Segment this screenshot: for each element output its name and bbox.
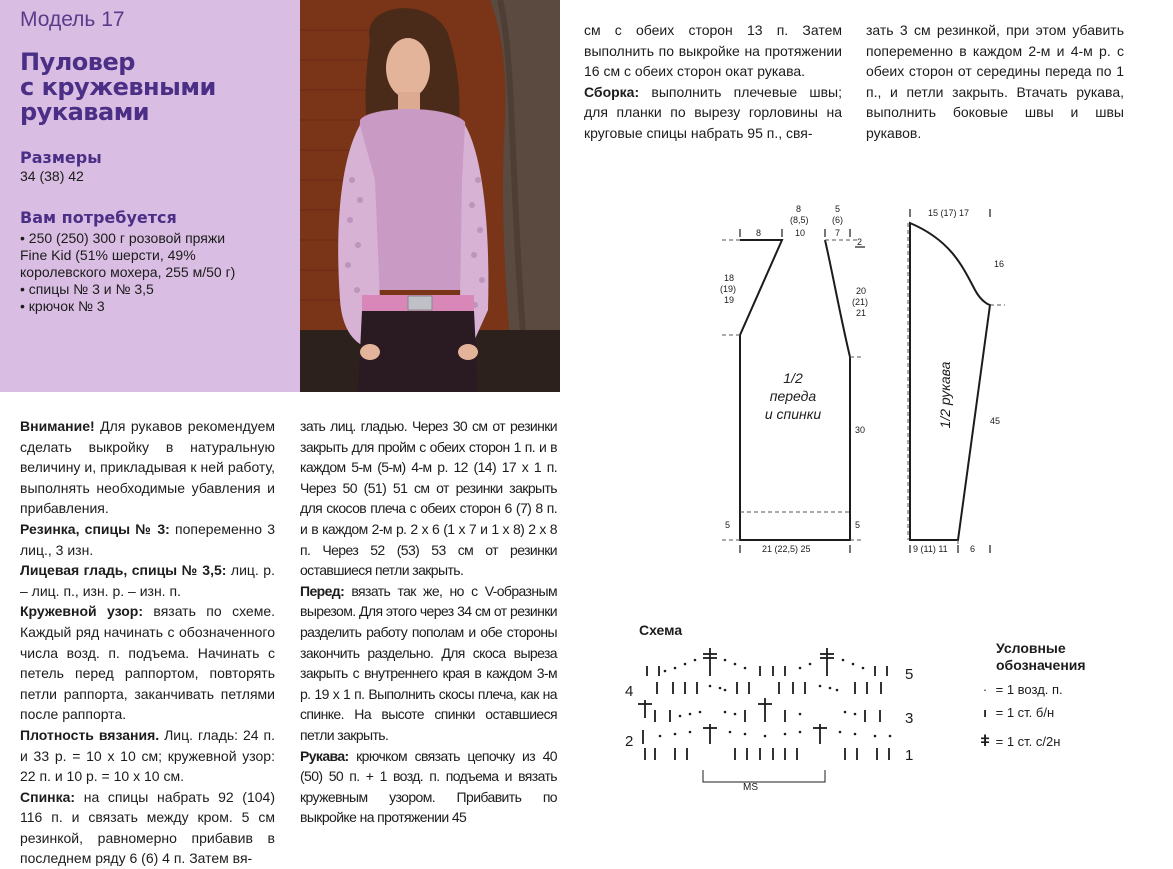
dim-neck-3: 10	[795, 228, 806, 238]
sleeve-top: 15 (17) 17	[928, 208, 970, 218]
dim-5-right: 5	[855, 520, 861, 530]
legend-item-chain: · = 1 возд. п.	[978, 682, 1158, 698]
dim-arm-2: (21)	[852, 297, 869, 307]
page-title: Пуловер с кружевными рукавами	[20, 48, 216, 126]
text-column-1: Внимание! Для рукавов рекомендуем сделать выкройку в натуральную величину и, прикладывая к ней работу, выполнять необходимые убавления и прибавления. Резинка, спицы № 3: попеременно 3 лиц., 3 изн. Лицевая гладь, спицы № 3,5: лиц. р. – лиц. п., изн. р. – изн. п. Кружевной узор: вязать по схеме. Каждый ряд начинать с обозначенного числа возд. п. подъема. Начинать с петель перед раппортом, повторять петли раппорта, заканчивать петлями после раппорта. Плотность вязания. Лиц. гладь: 24 п. и 33 р. = 10 х 10 см; кружевной узор: 22 п. и 10 р. = 10 х 10 см. Спинка: на спицы набрать 92 (104) 116 п. и связать между кром. 5 см резинкой, равномерно прибавив в последнем ряду 6 (6) 4 п. Затем вя-	[20, 418, 276, 867]
scheme-row-3: 3	[905, 710, 914, 727]
scheme-ms: MS	[743, 782, 758, 793]
materials-item: • спицы № 3 и № 3,5	[20, 281, 154, 297]
dim-30: 30	[855, 425, 866, 435]
chain-dot-icon: ·	[982, 682, 988, 697]
legend-item-dc: ǂ = 1 ст. с/2н	[978, 734, 1158, 750]
scheme-chain-dots	[659, 659, 892, 738]
dim-arm-3: 21	[856, 308, 867, 318]
dim-5-left: 5	[725, 520, 731, 530]
crochet-scheme	[615, 618, 935, 793]
scheme-row-1: 1	[905, 747, 914, 764]
model-photo-illustration	[300, 0, 560, 392]
double-crochet-icon: ǂ	[980, 733, 990, 750]
dim-left-1: 18	[724, 273, 735, 283]
sleeve-16: 16	[994, 259, 1005, 269]
scheme-row-2: 2	[625, 733, 634, 750]
sleeve-bottom: 9 (11) 11	[913, 544, 948, 554]
dim-shoulder-3: 7	[835, 228, 841, 238]
sleeve-45: 45	[990, 416, 1001, 426]
text-column-4: зать 3 см резинкой, при этом убавить попеременно в каждом 2-м и 4-м р. с обеих сторон от середины переда по 1 п., и петли закрыть. Втачать рукава, выполнить боковые швы и швы рукавов.	[866, 22, 1124, 141]
materials-heading: Вам потребуется	[20, 208, 177, 227]
materials-item: Fine Kid (51% шерсти, 49%	[20, 247, 196, 263]
scheme-row-4: 4	[625, 683, 634, 700]
sleeve-6: 6	[970, 544, 976, 554]
dim-bottom: 21 (22,5) 25	[762, 544, 811, 554]
body-label-3: и спинки	[764, 406, 822, 422]
sizes-heading: Размеры	[20, 148, 102, 167]
dim-neck-2: (8,5)	[790, 215, 809, 225]
text-column-3: см с обеих сторон 13 п. Затем выполнить по выкройке на протяжении 16 см с обеих сторон окат рукава. Сборка: выполнить плечевые швы; для планки по вырезу горловины на круговые спицы набрать 95 п., свя-	[584, 22, 842, 141]
body-label-1: 1/2	[783, 370, 803, 386]
dim-neck-8: 8	[756, 228, 762, 238]
dim-shoulder-2: (6)	[832, 215, 843, 225]
sleeve-label: 1/2 рукава	[937, 361, 953, 429]
materials-item: королевского мохера, 255 м/50 г)	[20, 264, 236, 280]
legend-title: Условные обозначения	[996, 640, 1086, 673]
scheme-row-5: 5	[905, 666, 914, 683]
sizes-value: 34 (38) 42	[20, 168, 84, 184]
dim-shoulder-1: 5	[835, 204, 841, 214]
text-column-2: зать лиц. гладью. Через 30 см от резинки закрыть для пройм с обеих сторон 1 п. и в каждом 5-м (5-м) 4-м р. 12 (14) 17 х 1 п. Через 50 (51) 51 см от резинки закрыть для скосов плеча с обеих сторон 6 (7) 8 п. и в каждом 2-м р. 2 х 6 (1 х 7 и 1 х 8) 2 х 8 п. Через 52 (53) 53 см от резинки оставшиеся петли закрыть. Перед: вязать так же, но с V-образным вырезом. Для этого через 34 см от резинки разделить работу пополам и обе стороны закончить раздельно. Для скоса выреза закрыть с внутреннего края в каждом 3-м р. 19 х 1 п. Выполнить скосы плеча, как на спинке. На высоте спинки оставшиеся петли закрыть. Рукава: крючком связать цепочку из 40 (50) 50 п. + 1 возд. п. подъема и вязать кружевным узором. Прибавить по выкройке на протяжении 45	[300, 418, 557, 826]
pattern-diagram	[700, 195, 1040, 565]
single-crochet-icon: ı	[983, 705, 987, 720]
dim-2: 2	[857, 237, 863, 247]
dim-arm-1: 20	[856, 286, 867, 296]
body-label-2: переда	[769, 388, 817, 404]
scheme-stitches	[638, 648, 889, 760]
scheme-title: Схема	[639, 622, 683, 638]
dim-left-3: 19	[724, 295, 735, 305]
dim-neck-1: 8	[796, 204, 802, 214]
legend	[996, 640, 1166, 674]
materials-item: • 250 (250) 300 г розовой пряжи	[20, 230, 226, 246]
model-photo	[300, 0, 560, 392]
materials-item: • крючок № 3	[20, 298, 105, 314]
model-number: Модель 17	[20, 8, 125, 31]
materials-list	[20, 230, 295, 315]
legend-item-sc: ı = 1 ст. б/н	[978, 705, 1158, 721]
dim-left-2: (19)	[720, 284, 737, 294]
